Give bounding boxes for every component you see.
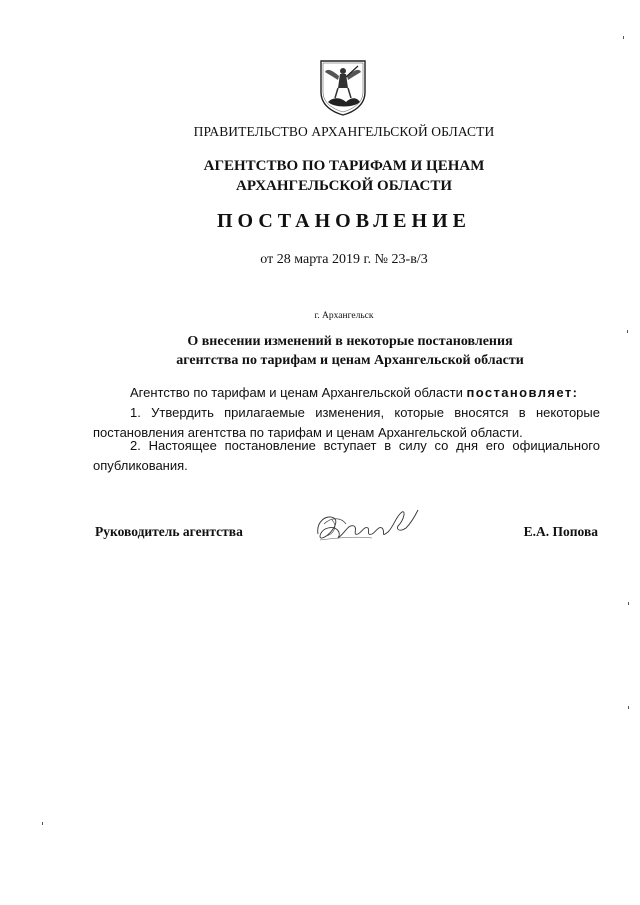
- body-item-2: 2. Настоящее постановление вступает в силу со дня его официального опубликования.: [93, 438, 600, 473]
- agency-name-line2: АРХАНГЕЛЬСКОЙ ОБЛАСТИ: [236, 178, 452, 194]
- signer-title: Руководитель агентства: [95, 524, 243, 539]
- handwritten-signature: [312, 502, 422, 550]
- document-subject: [30, 332, 640, 370]
- coat-of-arms-icon: [318, 58, 368, 116]
- body-item-1: 1. Утвердить прилагаемые изменения, которые вносятся в некоторые постановления агентства по тарифам и ценам Архангельской области.: [93, 405, 600, 440]
- scan-artifact: [628, 602, 629, 605]
- document-type-title: ПОСТАНОВЛЕНИЕ: [217, 210, 471, 232]
- scan-artifact: [628, 706, 629, 709]
- subject-line1: О внесении изменений в некоторые постановления: [187, 334, 513, 349]
- document-city: г. Архангельск: [314, 311, 374, 321]
- scan-artifact: [623, 36, 624, 39]
- subject-line2: агентства по тарифам и ценам Архангельской области: [176, 353, 524, 368]
- signer-name: Е.А. Попова: [523, 524, 598, 539]
- agency-name-line1: АГЕНТСТВО ПО ТАРИФАМ И ЦЕНАМ: [203, 158, 485, 174]
- body-intro-text: Агентство по тарифам и ценам Архангельской области: [130, 385, 463, 400]
- scan-artifact: [42, 822, 43, 825]
- scan-artifact: [627, 330, 628, 333]
- agency-name: [24, 156, 640, 196]
- document-date-number: от 28 марта 2019 г. № 23-в/3: [260, 252, 428, 267]
- government-name: ПРАВИТЕЛЬСТВО АРХАНГЕЛЬСКОЙ ОБЛАСТИ: [193, 124, 495, 139]
- body-intro-verb: постановляет:: [466, 385, 579, 400]
- body-intro-paragraph: [93, 383, 600, 403]
